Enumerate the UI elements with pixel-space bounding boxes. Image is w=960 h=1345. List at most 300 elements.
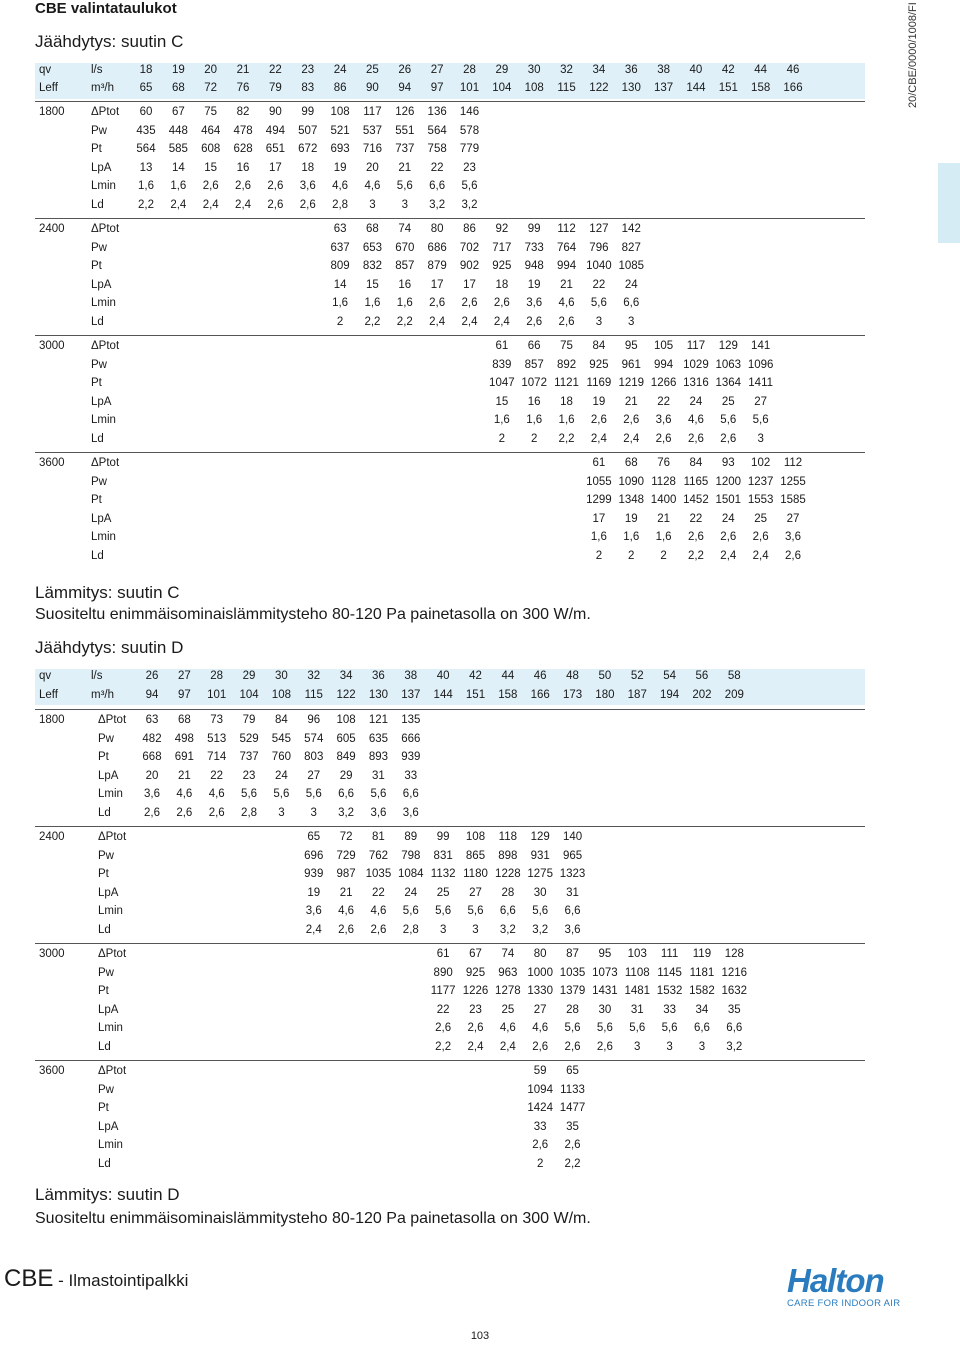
table-cell: 1,6: [332, 297, 349, 310]
table-cell: 27: [533, 1003, 547, 1016]
qv-value: 27: [177, 670, 191, 682]
table-cell: 1228: [495, 868, 521, 881]
table-cell: 1085: [618, 260, 645, 273]
table-cell: 2,6: [526, 316, 543, 328]
qv-value: 24: [333, 64, 347, 76]
qv-value: 42: [721, 64, 735, 76]
table-cell: 34: [695, 1003, 709, 1016]
table-cell: 1411: [748, 377, 774, 390]
table-cell: 140: [562, 831, 583, 843]
table-cell: 14: [171, 161, 185, 174]
table-cell: 17: [268, 161, 282, 174]
table-cell: 529: [239, 732, 259, 745]
qv-unit: l/s: [91, 64, 103, 76]
row-label: ΔPtot: [98, 1065, 127, 1077]
table-cell: 72: [339, 831, 353, 843]
leff-value: 137: [654, 82, 674, 94]
table-cell: 5,6: [402, 905, 419, 918]
table-cell: 3: [439, 924, 447, 936]
table-cell: 2,6: [267, 180, 284, 193]
table-cell: 6,6: [564, 905, 581, 918]
table-cell: 99: [436, 831, 450, 843]
table-cell: 4,6: [532, 1022, 549, 1035]
table-cell: 3: [310, 807, 317, 819]
table-cell: 537: [362, 124, 383, 137]
table-cell: 2,6: [208, 807, 225, 819]
table-cell: 1,6: [526, 414, 543, 427]
qv-value: 30: [527, 64, 541, 76]
table-cell: 23: [242, 769, 256, 782]
row-label: Pt: [91, 143, 102, 156]
qv-unit: l/s: [91, 670, 103, 682]
table-cell: 2,4: [202, 199, 219, 211]
length-label: 2400: [39, 223, 65, 235]
table-cell: 13: [139, 161, 153, 174]
table-cell: 1501: [715, 494, 742, 507]
table-cell: 2: [628, 550, 635, 562]
table-cell: 31: [372, 769, 385, 782]
table-cell: 119: [692, 948, 712, 960]
length-label: 3600: [39, 457, 65, 469]
table-cell: 2,6: [532, 1041, 549, 1053]
table-cell: 1072: [521, 377, 547, 390]
logo-wordmark: Halton: [787, 1262, 884, 1299]
table-cell: 827: [621, 241, 641, 254]
table-cell: 702: [459, 241, 480, 254]
table-cell: 35: [727, 1003, 741, 1016]
table-cell: 564: [136, 143, 156, 156]
table-cell: 2,2: [364, 316, 381, 328]
table-cell: 2,6: [338, 924, 355, 936]
group-separator: [35, 335, 865, 336]
table-cell: 1632: [721, 985, 748, 998]
table-cell: 6,6: [429, 180, 446, 193]
table-cell: 2,4: [429, 316, 446, 328]
table-cell: 19: [592, 395, 606, 408]
table-cell: 2,2: [435, 1041, 452, 1053]
table-cell: 65: [566, 1065, 579, 1077]
table-cell: 2,4: [720, 550, 737, 562]
table-cell: 2,8: [402, 924, 419, 936]
qv-value: 18: [139, 64, 153, 76]
table-cell: 2,6: [467, 1022, 484, 1035]
length-label: 3000: [39, 340, 65, 352]
table-cell: 686: [427, 241, 447, 254]
table-cell: 925: [492, 260, 512, 273]
table-cell: 20: [145, 769, 159, 782]
table-cell: 2,4: [235, 199, 252, 211]
table-cell: 1,6: [170, 180, 187, 193]
row-label: Pw: [91, 475, 107, 488]
table-cell: 2,6: [429, 297, 446, 310]
table-cell: 1055: [586, 475, 612, 488]
table-cell: 693: [330, 143, 350, 156]
table-cell: 2: [660, 550, 667, 562]
table-cell: 95: [598, 948, 612, 960]
leff-value: 130: [621, 82, 641, 94]
table-cell: 3,6: [370, 807, 387, 819]
table-cell: 1364: [715, 377, 742, 390]
table-cell: 939: [304, 868, 324, 881]
table-cell: 2,6: [596, 1041, 613, 1053]
table-cell: 108: [330, 106, 350, 118]
table-cell: 1177: [430, 985, 456, 998]
row-label: ΔPtot: [91, 457, 120, 469]
table-cell: 30: [533, 886, 547, 899]
table-cell: 737: [395, 143, 415, 156]
table-cell: 141: [751, 340, 771, 352]
table-cell: 1035: [365, 868, 392, 881]
row-label: Ld: [91, 316, 104, 328]
leff-label: Leff: [39, 689, 58, 701]
row-label: Lmin: [98, 788, 123, 801]
table-cell: 4,6: [558, 297, 575, 310]
row-label: Pw: [98, 849, 114, 862]
qv-value: 25: [366, 64, 379, 76]
leff-value: 94: [145, 689, 159, 701]
header-band: [35, 63, 865, 99]
heating-title: Lämmitys: suutin C: [35, 583, 180, 602]
qv-value: 23: [301, 64, 315, 76]
table-cell: 879: [427, 260, 447, 273]
table-cell: 27: [786, 512, 800, 525]
qv-value: 38: [657, 64, 670, 76]
leff-value: 173: [562, 689, 583, 701]
table-cell: 4,6: [499, 1022, 516, 1035]
table-cell: 93: [721, 457, 735, 469]
table-cell: 6,6: [623, 297, 640, 310]
qv-value: 26: [398, 64, 412, 76]
table-cell: 24: [404, 886, 418, 899]
table-cell: 2,6: [687, 433, 704, 445]
table-cell: 5,6: [305, 788, 322, 801]
table-cell: 628: [233, 143, 253, 156]
row-label: ΔPtot: [98, 831, 127, 843]
qv-value: 58: [727, 670, 741, 682]
table-cell: 19: [527, 278, 541, 291]
table-cell: 1108: [624, 966, 650, 979]
row-label: Lmin: [98, 1022, 123, 1035]
table-cell: 464: [201, 124, 221, 137]
side-tab-marker: [938, 163, 960, 243]
qv-value: 40: [436, 670, 450, 682]
qv-value: 22: [268, 64, 282, 76]
table-cell: 4,6: [338, 905, 355, 918]
table-cell: 66: [527, 340, 541, 352]
length-label: 1800: [39, 106, 65, 118]
table-cell: 21: [339, 886, 353, 899]
qv-label: qv: [39, 670, 52, 682]
table-cell: 585: [168, 143, 188, 156]
leff-value: 122: [336, 689, 356, 701]
leff-value: 108: [524, 82, 544, 94]
table-cell: 68: [624, 457, 638, 469]
table-cell: 1090: [618, 475, 645, 488]
leff-value: 122: [589, 82, 609, 94]
table-cell: 22: [592, 278, 606, 291]
heating-note: Suositeltu enimmäisominaislämmitysteho 80-120 Pa painetasolla on 300 W/m.: [35, 606, 591, 623]
table-cell: 2,2: [396, 316, 413, 328]
table-cell: 2,2: [564, 1158, 581, 1170]
qv-value: 28: [463, 64, 476, 76]
leff-value: 151: [718, 82, 738, 94]
table-cell: 63: [333, 223, 347, 235]
table-cell: 513: [207, 732, 227, 745]
row-label: LpA: [91, 161, 112, 174]
table-cell: 17: [430, 278, 444, 291]
table-cell: 1452: [683, 494, 709, 507]
table-cell: 3,6: [299, 180, 316, 193]
table-cell: 898: [498, 849, 518, 862]
qv-value: 21: [236, 64, 250, 76]
table-cell: 84: [592, 340, 606, 352]
table-cell: 142: [621, 223, 641, 235]
table-cell: 963: [498, 966, 518, 979]
qv-value: 29: [495, 64, 509, 76]
table-cell: 4,6: [687, 414, 704, 427]
row-label: Ld: [91, 199, 104, 211]
table-cell: 61: [592, 457, 606, 469]
table-cell: 5,6: [720, 414, 737, 427]
leff-value: 65: [139, 82, 153, 94]
table-cell: 893: [368, 751, 389, 764]
leff-value: 76: [236, 82, 250, 94]
qv-value: 19: [171, 64, 185, 76]
table-cell: 25: [501, 1003, 515, 1016]
table-cell: 95: [624, 340, 638, 352]
table-cell: 87: [566, 948, 579, 960]
table-cell: 1400: [650, 494, 677, 507]
table-cell: 1035: [559, 966, 586, 979]
table-cell: 59: [533, 1065, 547, 1077]
table-cell: 3: [634, 1041, 641, 1053]
table-cell: 96: [307, 714, 321, 726]
table-cell: 578: [459, 124, 480, 137]
table-cell: 2,6: [532, 1139, 549, 1152]
table-cell: 1133: [560, 1083, 585, 1096]
table-cell: 651: [265, 143, 285, 156]
leff-value: 68: [171, 82, 185, 94]
table-cell: 99: [527, 223, 541, 235]
row-label: LpA: [98, 886, 119, 899]
row-label: Pw: [98, 732, 114, 745]
row-label: LpA: [91, 512, 112, 525]
table-cell: 764: [556, 241, 577, 254]
row-label: Lmin: [98, 1139, 123, 1152]
table-cell: 1096: [747, 358, 774, 371]
table-cell: 84: [274, 714, 288, 726]
table-cell: 1084: [398, 868, 424, 881]
table-cell: 1132: [430, 868, 456, 881]
leff-value: 187: [627, 689, 647, 701]
table-cell: 865: [465, 849, 486, 862]
table-cell: 27: [307, 769, 321, 782]
table-cell: 1,6: [138, 180, 154, 193]
table-cell: 931: [530, 849, 550, 862]
row-label: Pt: [98, 985, 109, 998]
table-cell: 2: [595, 550, 603, 562]
table-cell: 6,6: [693, 1022, 710, 1035]
leff-value: 115: [557, 82, 576, 94]
table-cell: 2,4: [467, 1041, 484, 1053]
table-cell: 1299: [586, 494, 612, 507]
table-cell: 24: [689, 395, 703, 408]
table-cell: 6,6: [338, 788, 355, 801]
table-cell: 608: [201, 143, 221, 156]
leff-value: 180: [595, 689, 615, 701]
qv-label: qv: [39, 64, 52, 76]
logo-tagline: CARE FOR INDOOR AIR: [787, 1298, 901, 1309]
table-cell: 89: [404, 831, 418, 843]
table-cell: 3,6: [785, 531, 801, 544]
table-cell: 564: [427, 124, 447, 137]
table-cell: 2,6: [299, 199, 316, 211]
table-cell: 68: [177, 714, 191, 726]
table-cell: 126: [395, 106, 415, 118]
table-cell: 839: [492, 358, 512, 371]
row-label: Pt: [91, 260, 102, 273]
qv-value: 44: [501, 670, 515, 682]
row-label: ΔPtot: [91, 223, 120, 235]
table-cell: 5,6: [532, 905, 549, 918]
table-cell: 24: [274, 769, 288, 782]
table-cell: 117: [363, 106, 382, 118]
table-cell: 1,6: [558, 414, 575, 427]
table-cell: 22: [436, 1003, 450, 1016]
leff-value: 104: [239, 689, 259, 701]
table-cell: 22: [430, 161, 444, 174]
table-cell: 1181: [689, 966, 715, 979]
table-cell: 2,6: [435, 1022, 452, 1035]
table-cell: 86: [463, 223, 476, 235]
table-cell: 4,6: [208, 788, 225, 801]
table-cell: 672: [298, 143, 318, 156]
table-cell: 3,6: [402, 807, 419, 819]
table-cell: 146: [459, 106, 480, 118]
table-cell: 31: [566, 886, 579, 899]
qv-value: 38: [404, 670, 418, 682]
table-cell: 1323: [559, 868, 586, 881]
table-cell: 605: [336, 732, 356, 745]
table-cell: 2,6: [202, 180, 219, 193]
table-cell: 2,6: [623, 414, 640, 427]
heating-note: Suositeltu enimmäisominaislämmitysteho 80-120 Pa painetasolla on 300 W/m.: [35, 1210, 591, 1227]
table-cell: 666: [401, 732, 421, 745]
row-label: Ld: [91, 550, 104, 562]
leff-value: 144: [686, 82, 706, 94]
table-cell: 30: [598, 1003, 612, 1016]
leff-value: 151: [465, 689, 486, 701]
qv-value: 20: [204, 64, 218, 76]
table-cell: 84: [689, 457, 703, 469]
group-separator: [35, 709, 865, 710]
table-cell: 3: [698, 1041, 706, 1053]
document-code: 20/CBE/0000/1008/FI: [907, 2, 919, 108]
table-cell: 6,6: [402, 788, 419, 801]
table-cell: 5,6: [461, 180, 478, 193]
leff-unit: m³/h: [91, 82, 114, 94]
row-label: Lmin: [91, 531, 116, 544]
table-cell: 1219: [618, 377, 645, 390]
table-cell: 15: [366, 278, 379, 291]
table-cell: 965: [562, 849, 583, 862]
table-cell: 129: [718, 340, 738, 352]
table-cell: 92: [495, 223, 509, 235]
table-cell: 1582: [689, 985, 715, 998]
table-cell: 2,6: [720, 433, 737, 445]
row-label: Pt: [98, 751, 109, 764]
table-cell: 1,6: [493, 414, 510, 427]
table-cell: 65: [307, 831, 321, 843]
length-label: 3600: [39, 1065, 65, 1077]
table-cell: 6,6: [499, 905, 516, 918]
table-cell: 1094: [527, 1083, 553, 1096]
table-cell: 1216: [721, 966, 748, 979]
table-cell: 28: [566, 1003, 579, 1016]
leff-value: 79: [268, 82, 282, 94]
group-separator: [35, 943, 865, 944]
row-label: LpA: [98, 1120, 119, 1133]
table-cell: 2,6: [564, 1041, 581, 1053]
table-cell: 75: [560, 340, 573, 352]
table-cell: 2,6: [144, 807, 160, 819]
table-cell: 82: [236, 106, 250, 118]
table-cell: 18: [495, 278, 509, 291]
table-cell: 17: [592, 512, 606, 525]
leff-value: 209: [724, 689, 744, 701]
table-cell: 117: [686, 340, 706, 352]
table-cell: 1145: [657, 966, 682, 979]
table-cell: 1200: [715, 475, 742, 488]
table-cell: 902: [459, 260, 480, 273]
table-cell: 129: [530, 831, 550, 843]
table-cell: 939: [401, 751, 421, 764]
group-separator: [35, 101, 865, 102]
table-cell: 27: [469, 886, 482, 899]
table-cell: 1,6: [590, 531, 607, 544]
leff-value: 166: [783, 82, 803, 94]
table-cell: 1165: [683, 475, 709, 488]
table-cell: 3,6: [305, 905, 322, 918]
row-label: Pw: [91, 241, 107, 254]
table-cell: 857: [524, 358, 544, 371]
table-cell: 4,6: [176, 788, 193, 801]
table-cell: 478: [233, 124, 253, 137]
table-cell: 68: [366, 223, 379, 235]
table-cell: 18: [560, 395, 573, 408]
table-cell: 2: [498, 433, 506, 445]
table-cell: 758: [427, 143, 447, 156]
table-cell: 1,6: [364, 297, 381, 310]
row-label: Pw: [91, 124, 107, 137]
table-cell: 22: [210, 769, 224, 782]
row-label: Pt: [91, 494, 102, 507]
leff-value: 86: [333, 82, 347, 94]
table-cell: 18: [301, 161, 315, 174]
table-cell: 118: [498, 831, 518, 843]
qv-value: 27: [430, 64, 444, 76]
table-cell: 2,6: [235, 180, 252, 193]
table-cell: 29: [339, 769, 353, 782]
table-cell: 20: [366, 161, 379, 174]
table-cell: 1,6: [655, 531, 672, 544]
table-cell: 1348: [618, 494, 645, 507]
table-cell: 2,6: [267, 199, 284, 211]
table-cell: 108: [465, 831, 486, 843]
table-cell: 24: [721, 512, 735, 525]
table-cell: 3: [369, 199, 376, 211]
table-cell: 90: [268, 106, 282, 118]
